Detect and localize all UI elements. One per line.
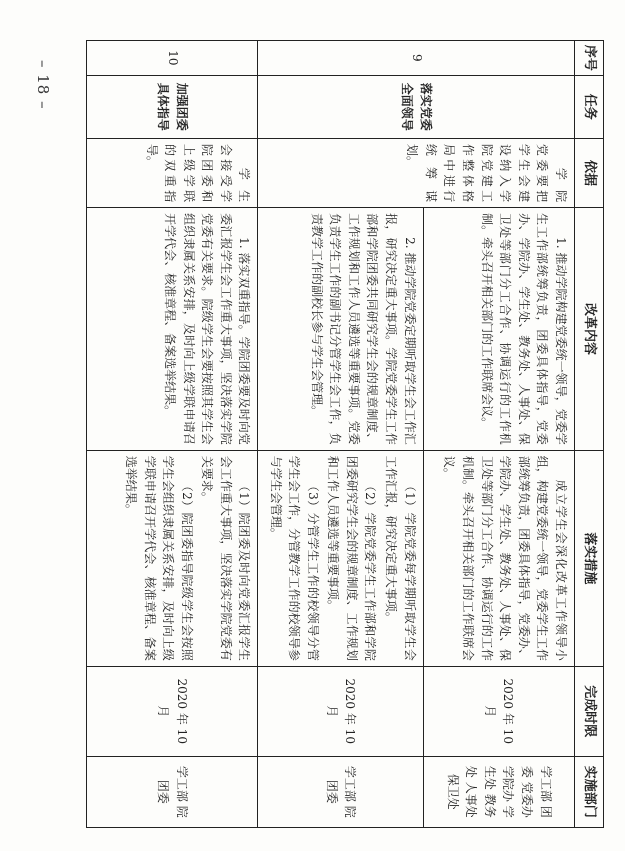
row-9-basis	[258, 138, 575, 207]
row-9-deadline-2: 2020 年 10 月	[258, 666, 423, 756]
row-10-deadline: 2020 年 10 月	[87, 666, 259, 756]
header-deadline: 完成时限	[575, 666, 604, 756]
row-9-measure-1	[423, 450, 574, 666]
row-9-measure-2a: （1）学院党委每学期听取学生会工作汇报，研究决定重大事项。	[384, 455, 417, 661]
row-9-content-2-text: 2. 推动学院党委定期听取学生会工作汇报，研究决定重大事项。学院党委学生工作部和学院团委共同研究学生会的规章制度、工作规划和工作人员遴选等重要事项。党委负责学生工作的副书记分管学生会工作，负责教学工作的副校长参与学生会管理。	[309, 213, 417, 445]
row-9-basis-text: 学院党委要把学生会建设纳入学院党建工作整体格局中进行统筹谋划。	[405, 143, 568, 203]
row-9-measure-1-text: 成立学生会深化改革工作领导小组，构建党委统一领导，党委学生工作部统筹负责，团委具体指导，党委办、学院办、学生处、教务处、人事处、保卫处等部门分工合作、协调运行的工作机制。牵头召开相关部门的工作联席会议。	[442, 455, 568, 661]
row-9-content-2	[258, 208, 423, 451]
row-10-measure-b: （2）院团委指导院级学生会按照学生会组织隶属关系安排，及时向上级学联申请召开学代会、核准章程、备案选举结果。	[123, 455, 194, 661]
row-9-content-1-text: 1. 推动学院构建党委统一领导，党委学生工作部统筹负责，团委具体指导，党委办、学院办、学生处、教务处、人事处、保卫处等部门分工合作、协调运行的工作机制。牵头召开相关部门的工作联席会议。	[479, 213, 568, 445]
table-row	[423, 41, 574, 828]
header-no: 序号	[575, 41, 604, 76]
row-10-content-text: 1. 落实双重指导。学院团委要及时向党委汇报学生会工作重大事项，坚决落实学院党委有关要求。院级学生会要按照其学生会组织隶属关系安排，及时向上级学联申请召开学代会、核准章程、备案选举结果。	[163, 213, 252, 445]
row-9-task: 落实党委全面领导	[258, 75, 575, 138]
header-dept: 实施部门	[575, 756, 604, 827]
row-10-measure-a: （1）院团委及时向党委汇报学生会工作重大事项，坚决落实学院党委有关要求。	[200, 455, 252, 661]
header-task: 任务	[575, 75, 604, 138]
row-10-dept: 学工部 院团委	[87, 756, 259, 827]
row-9-measure-2b: （2）学院党委学生工作部和学院团委研究学生会的规章制度、工作规划和工作人员遴选等重要事项。	[326, 455, 378, 661]
rotated-table-wrapper	[86, 40, 604, 828]
row-9-dept-1: 学工部 团委 党委办 学院办 学生处 教务处 人事处 保卫处	[423, 756, 574, 827]
row-9-measure-2c: （3）分管学生工作的校领导分管学生会工作，分管教学工作的校领导参与学生会管理。	[268, 455, 320, 661]
row-10-measure	[87, 450, 259, 666]
row-9-measure-2	[258, 450, 423, 666]
row-9-deadline-1: 2020 年 10 月	[423, 666, 574, 756]
row-9-content-1	[423, 208, 574, 451]
row-10-content	[87, 208, 259, 451]
row-10-basis-text: 学生会接受学院团委和上级学联的双重指导。	[144, 143, 252, 203]
page-number: – 18 –	[34, 60, 52, 110]
row-9-no: 9	[258, 41, 575, 76]
header-basis: 依据	[575, 138, 604, 207]
row-10-task: 加强团委具体指导	[87, 75, 259, 138]
reform-task-table	[86, 40, 604, 828]
row-9-dept-2: 学工部 院团委	[258, 756, 423, 827]
header-measures: 落实措施	[575, 450, 604, 666]
row-10-basis	[87, 138, 259, 207]
row-10-no: 10	[87, 41, 259, 76]
header-content: 改革内容	[575, 208, 604, 451]
table-header-row	[575, 41, 604, 828]
table-row	[87, 41, 259, 828]
